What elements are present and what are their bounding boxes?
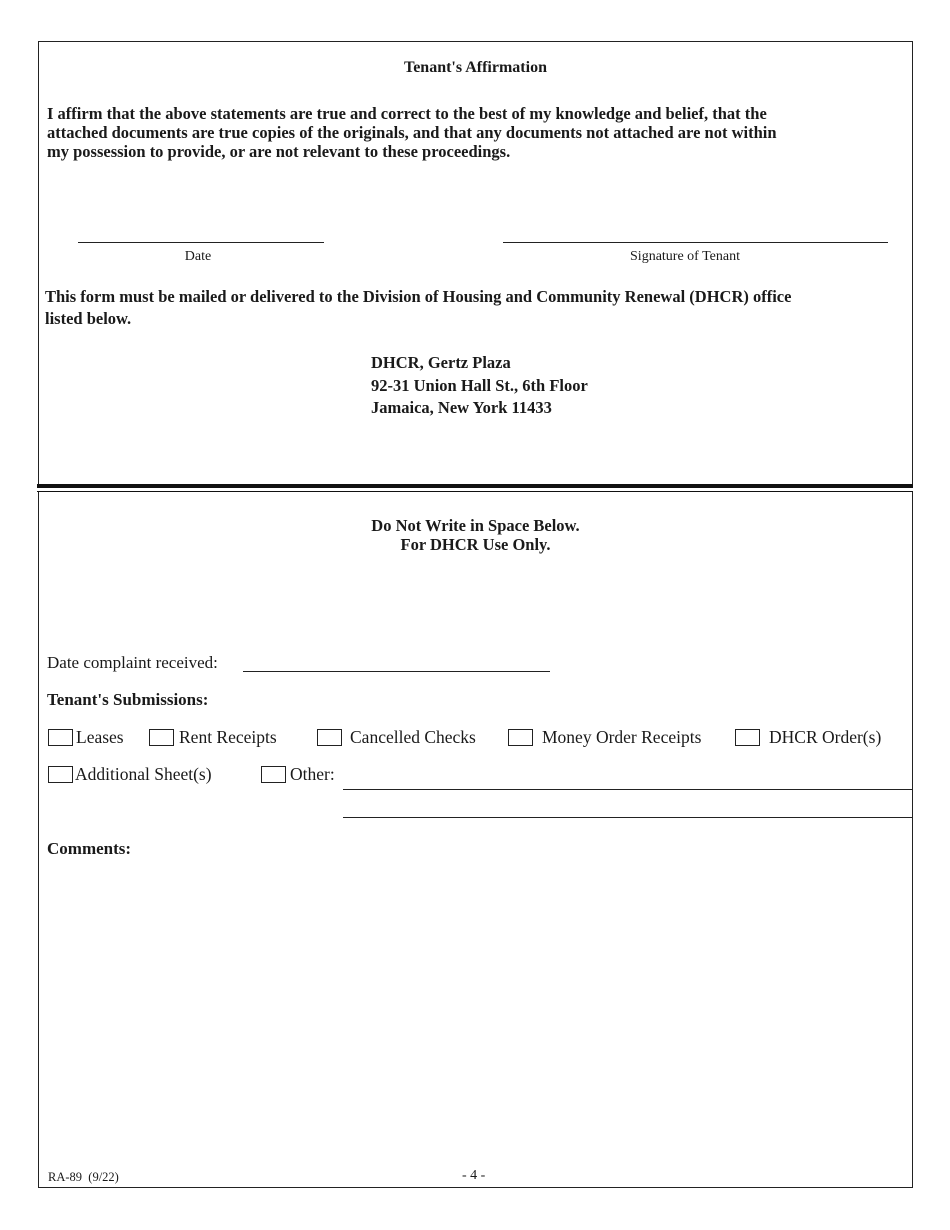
date-label: Date xyxy=(184,249,212,264)
rent-receipts-label: Rent Receipts xyxy=(179,727,277,747)
affirmation-statement xyxy=(47,104,897,161)
other-label: Other: xyxy=(290,764,335,784)
cancelled-checks-label: Cancelled Checks xyxy=(350,727,476,747)
money-order-receipts-label: Money Order Receipts xyxy=(542,727,702,747)
other-checkbox[interactable] xyxy=(261,766,286,783)
dhcr-orders-label: DHCR Order(s) xyxy=(769,727,882,747)
office-use-line-2: For DHCR Use Only. xyxy=(400,535,551,554)
form-code: RA-89 (9/22) xyxy=(48,1170,119,1184)
affirmation-line: attached documents are true copies of the originals, and that any documents not attached are not within xyxy=(47,123,777,142)
office-use-line-1: Do Not Write in Space Below. xyxy=(371,516,580,535)
additional-sheets-checkbox[interactable] xyxy=(48,766,73,783)
dhcr-orders-checkbox[interactable] xyxy=(735,729,760,746)
leases-checkbox[interactable] xyxy=(48,729,73,746)
affirmation-line: my possession to provide, or are not relevant to these proceedings. xyxy=(47,142,511,161)
notice-line: listed below. xyxy=(45,309,132,328)
leases-label: Leases xyxy=(76,727,124,747)
mailing-notice xyxy=(45,286,905,330)
address-line-2: 92-31 Union Hall St., 6th Floor xyxy=(371,375,588,395)
address-line-3: Jamaica, New York 11433 xyxy=(371,398,552,417)
affirmation-line: I affirm that the above statements are true and correct to the best of my knowledge and belief, that the xyxy=(47,104,767,123)
affirmation-title: Tenant's Affirmation xyxy=(404,59,547,76)
office-use-section-border xyxy=(38,492,913,1188)
page-number: - 4 - xyxy=(462,1168,486,1183)
tenant-signature-line[interactable] xyxy=(503,242,888,243)
date-signature-line[interactable] xyxy=(78,242,324,243)
signature-label: Signature of Tenant xyxy=(630,249,740,264)
date-received-field[interactable] xyxy=(243,671,550,672)
notice-line: This form must be mailed or delivered to the Division of Housing and Community Renewal (DHCR) office xyxy=(45,287,792,306)
office-use-heading xyxy=(38,516,913,554)
money-order-receipts-checkbox[interactable] xyxy=(508,729,533,746)
date-received-label: Date complaint received: xyxy=(47,653,218,672)
address-line-1: DHCR, Gertz Plaza xyxy=(371,353,511,372)
submissions-heading: Tenant's Submissions: xyxy=(47,690,209,709)
comments-label: Comments: xyxy=(47,839,132,858)
additional-sheets-label: Additional Sheet(s) xyxy=(75,764,212,784)
rent-receipts-checkbox[interactable] xyxy=(149,729,174,746)
other-field-line-2[interactable] xyxy=(343,817,912,818)
dhcr-address xyxy=(371,352,588,420)
section-divider-thick xyxy=(37,484,913,488)
cancelled-checks-checkbox[interactable] xyxy=(317,729,342,746)
other-field-line-1[interactable] xyxy=(343,789,912,790)
